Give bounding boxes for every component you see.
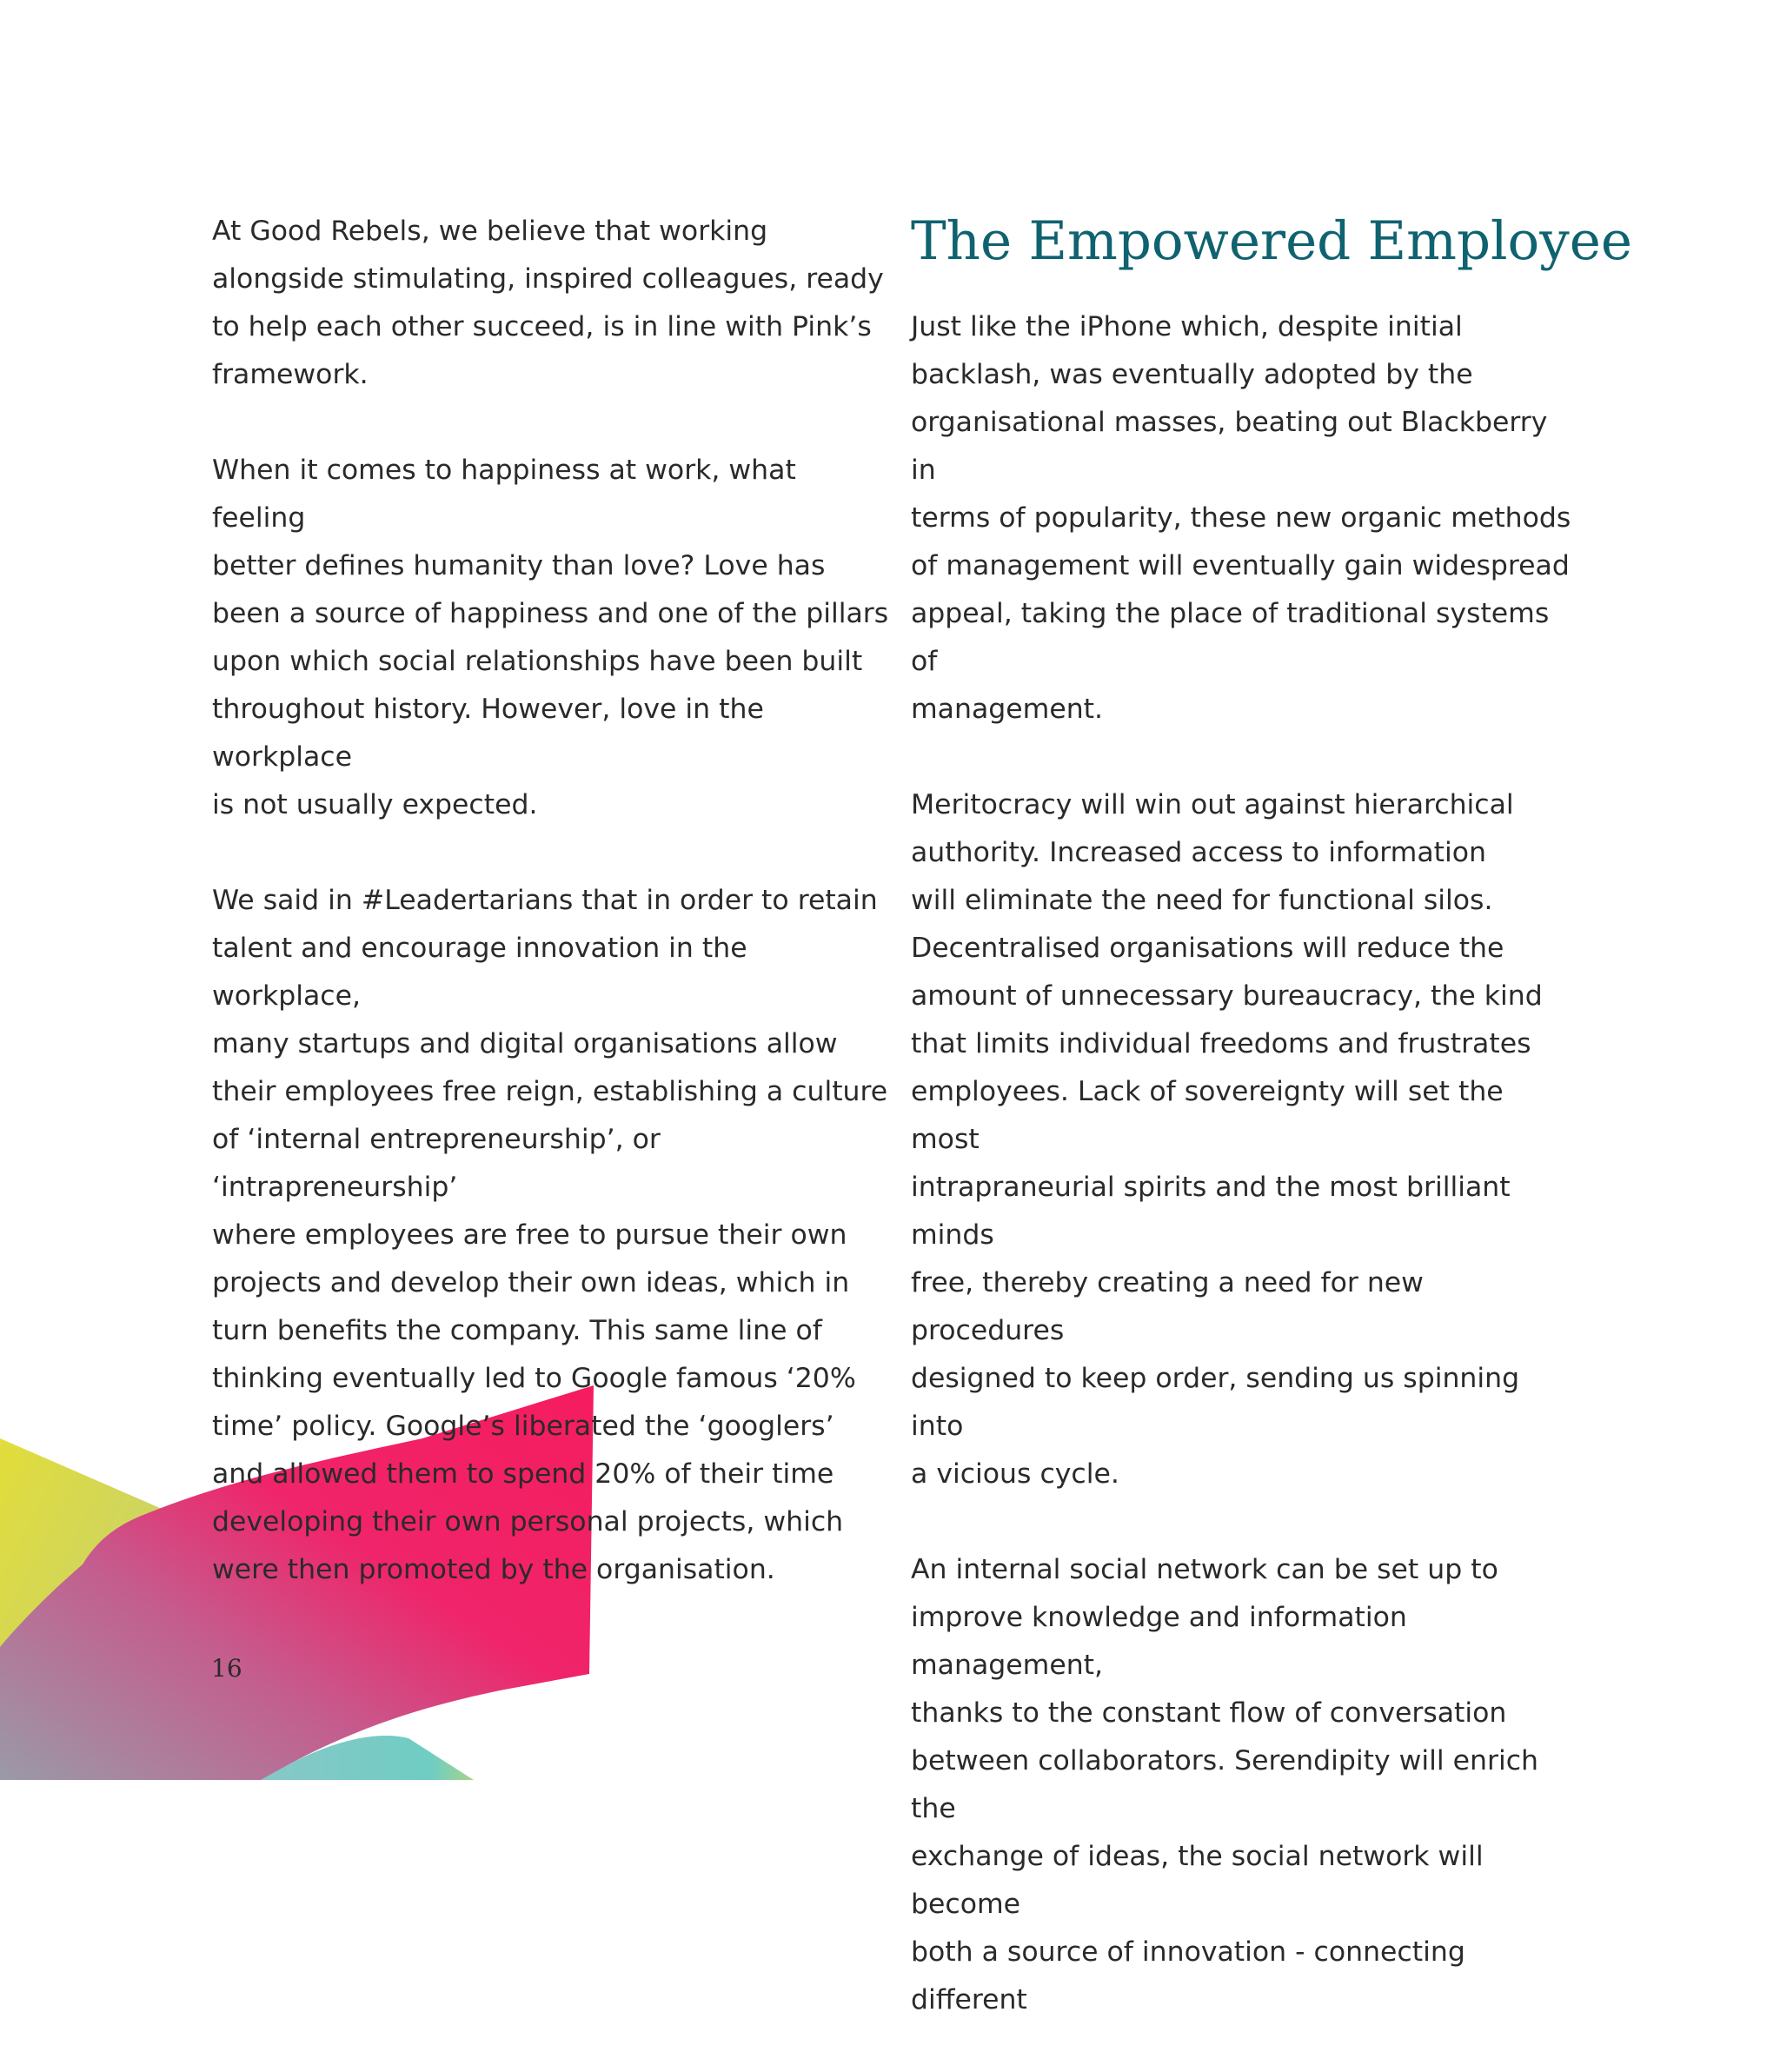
right-paragraph-2: Meritocracy will win out against hierarchical authority. Increased access to information will eliminate the need for functional silos. Decentralised organisations will reduce the amount of unnecessary bureaucracy, the kind that limits individual freedoms and frustrates employees. Lack of sovereignty will set the most intrapraneurial spirits and the most brilliant minds free, thereby creating a need for new procedures designed to keep order, sending us spinning into a vicious cycle. xyxy=(911,789,1543,1490)
left-paragraph-3: We said in #Leadertarians that in order to retain talent and encourage innovation in the workplace, many startups and digital organisations allow their employees free reign, establishing a culture of ‘internal entrepreneurship’, or ‘intrapreneurship’ where employees are free to pursue their own projects and develop their own ideas, which in turn benefits the company. This same line of thinking eventually led to Google famous ‘20% time’ policy. Google’s liberated the ‘googlers’ and allowed them to spend 20% of their time developing their own personal projects, which were then promoted by the organisation. xyxy=(212,885,888,1585)
page-number: 16 xyxy=(211,1654,242,1683)
left-paragraph-1: At Good Rebels, we believe that working alongside stimulating, inspired colleagues, ready to help each other succeed, is in line with Pink’s framework. xyxy=(212,216,884,390)
right-paragraph-1: Just like the iPhone which, despite initial backlash, was eventually adopted by the organisational masses, beating out Blackberry in terms of popularity, these new organic methods of management will eventually gain widespread appeal, taking the place of traditional systems of management. xyxy=(911,311,1571,725)
left-paragraph-2: When it comes to happiness at work, what feeling better defines humanity than love? Love has been a source of happiness and one of the pillars upon which social relationships have been built throughout history. However, love in the workplace is not usually expected. xyxy=(212,455,889,820)
right-text-column xyxy=(911,303,1580,2072)
section-heading: The Empowered Employee xyxy=(911,210,1632,272)
left-text-column xyxy=(212,208,890,1642)
right-paragraph-3: An internal social network can be set up to improve knowledge and information management, thanks to the constant flow of conversation between collaborators. Serendipity will enrich the exchange of ideas, the social network will become both a source of innovation - connecting different xyxy=(911,1554,1538,2016)
